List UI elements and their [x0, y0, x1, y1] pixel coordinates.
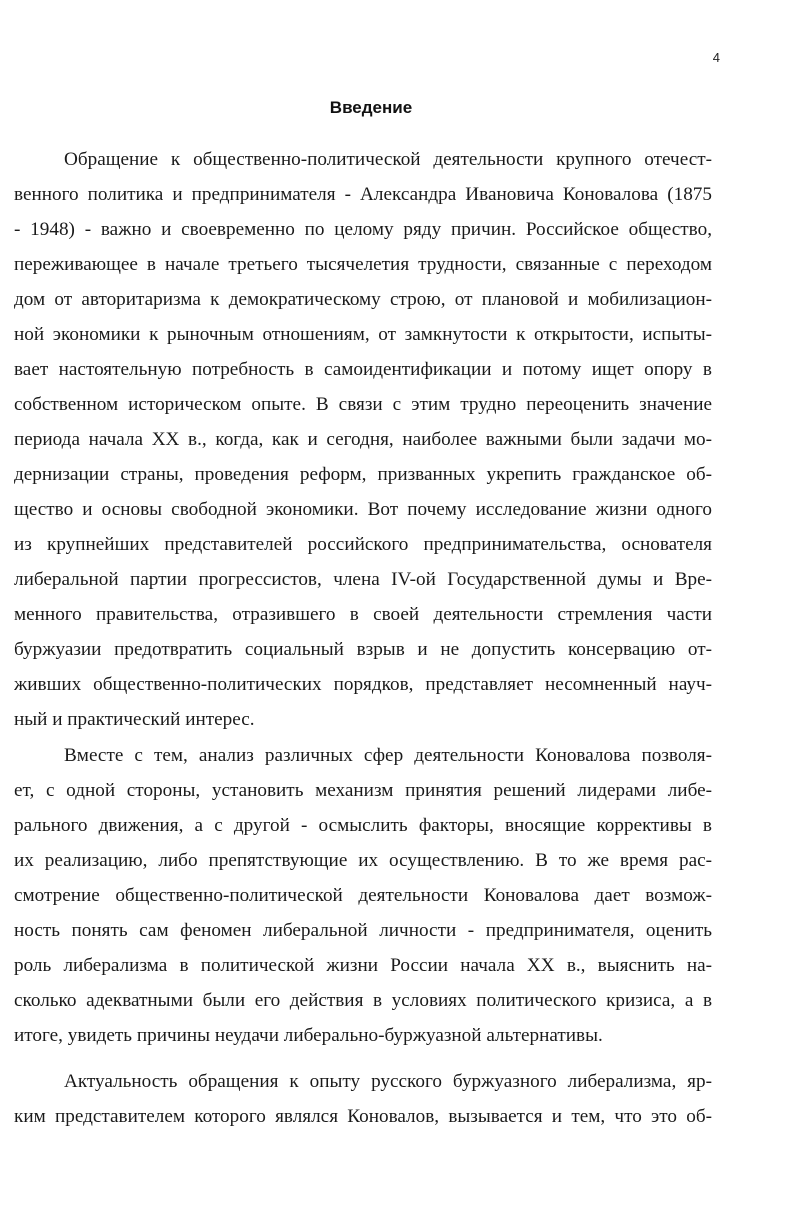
- text-line: смотрение общественно-политической деятельности Коновалова дает возмож-: [14, 885, 712, 906]
- text-line: периода начала XX в., когда, как и сегодня, наиболее важными были задачи мо-: [14, 429, 712, 450]
- text-line: живших общественно-политических порядков, представляет несомненный науч-: [14, 674, 712, 695]
- text-line: ность понять сам феномен либеральной личности - предпринимателя, оценить: [14, 920, 712, 941]
- text-line: Актуальность обращения к опыту русского буржуазного либерализма, яр-: [64, 1071, 712, 1092]
- text-line: венного политика и предпринимателя - Александра Ивановича Коновалова (1875: [14, 184, 712, 205]
- text-line: либеральной партии прогрессистов, члена IV-ой Государственной думы и Вре-: [14, 569, 712, 590]
- text-line: из крупнейших представителей российского предпринимательства, основателя: [14, 534, 712, 555]
- text-line: их реализацию, либо препятствующие их осуществлению. В то же время рас-: [14, 850, 712, 871]
- text-line: - 1948) - важно и своевременно по целому ряду причин. Российское общество,: [14, 219, 712, 240]
- text-line: вает настоятельную потребность в самоидентификации и потому ищет опору в: [14, 359, 712, 380]
- section-heading: Введение: [329, 98, 413, 117]
- text-line: менного правительства, отразившего в своей деятельности стремления части: [14, 604, 712, 625]
- text-line: итоге, увидеть причины неудачи либерально-буржуазной альтернативы.: [14, 1025, 603, 1046]
- text-line: ный и практический интерес.: [14, 709, 255, 730]
- text-line: сколько адекватными были его действия в условиях политического кризиса, а в: [14, 990, 712, 1011]
- text-line: щество и основы свободной экономики. Вот почему исследование жизни одного: [14, 499, 712, 520]
- text-line: буржуазии предотвратить социальный взрыв и не допустить консервацию от-: [14, 639, 712, 660]
- text-line: ет, с одной стороны, установить механизм принятия решений лидерами либе-: [14, 780, 712, 801]
- text-line: ной экономики к рыночным отношениям, от замкнутости к открытости, испыты-: [14, 324, 712, 345]
- text-line: собственном историческом опыте. В связи с этим трудно переоценить значение: [14, 394, 712, 415]
- page-number: 4: [712, 50, 720, 65]
- text-line: дернизации страны, проведения реформ, призванных укрепить гражданское об-: [14, 464, 712, 485]
- text-line: переживающее в начале третьего тысячелетия трудности, связанные с переходом: [14, 254, 712, 275]
- text-line: роль либерализма в политической жизни России начала XX в., выяснить на-: [14, 955, 712, 976]
- text-line: Вместе с тем, анализ различных сфер деятельности Коновалова позволя-: [64, 745, 712, 766]
- text-line: Обращение к общественно-политической деятельности крупного отечест-: [64, 149, 712, 170]
- text-line: рального движения, а с другой - осмыслить факторы, вносящие коррективы в: [14, 815, 712, 836]
- text-line: ким представителем которого являлся Коновалов, вызывается и тем, что это об-: [14, 1106, 712, 1127]
- text-line: дом от авторитаризма к демократическому строю, от плановой и мобилизацион-: [14, 289, 712, 310]
